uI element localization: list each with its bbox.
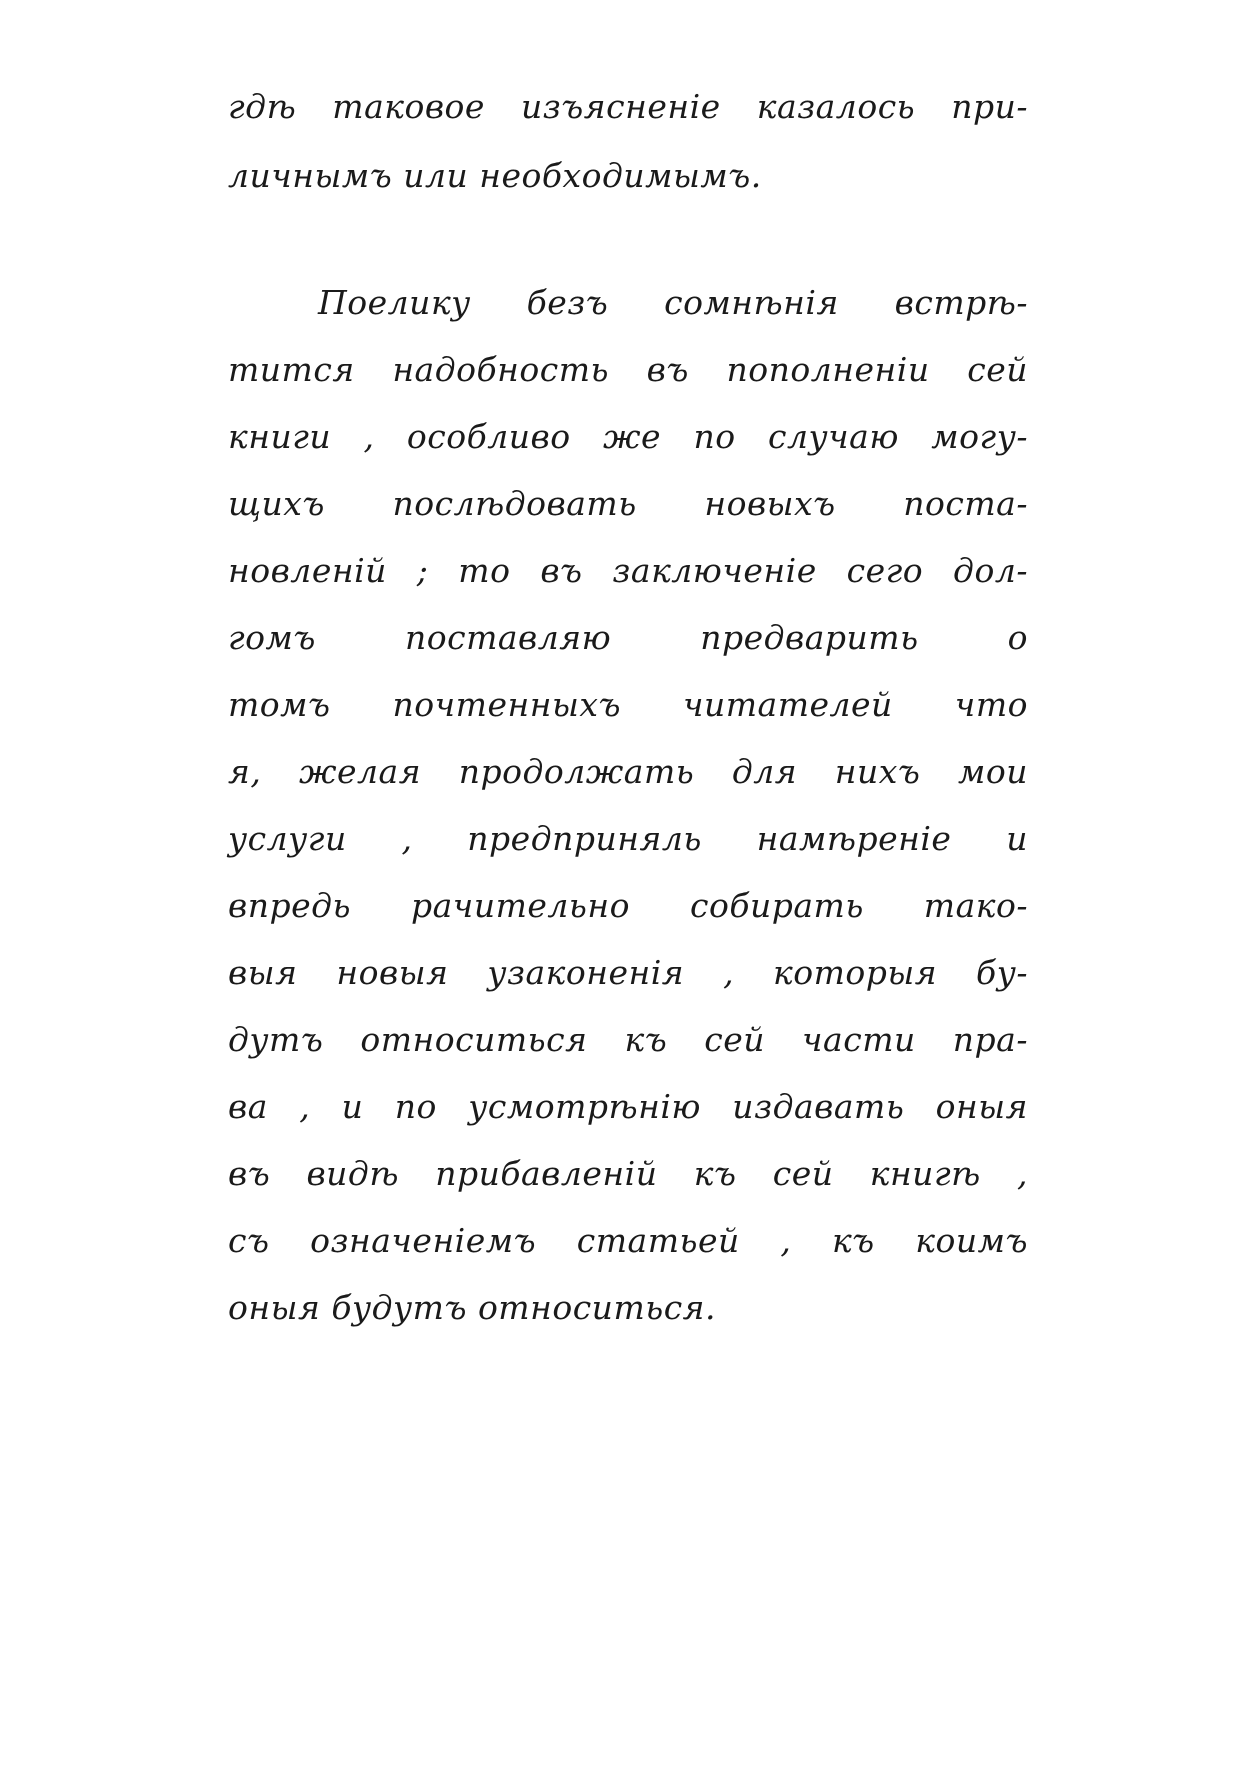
text-line: я, желая продолжать для нихъ мои <box>228 752 1028 791</box>
text-line: ва , и по усмотрѣнію издавать оныя <box>228 1087 1028 1126</box>
text-line: услуги , предприняль намѣреніе и <box>228 819 1028 858</box>
text-line: тится надобность въ пополненіи сей <box>228 350 1028 389</box>
text-line: личнымъ или необходимымъ. <box>228 156 762 195</box>
text-line: въ видѣ прибавленій къ сей книгѣ , <box>228 1154 1028 1193</box>
text-line: впредь рачительно собирать тако- <box>228 886 1028 925</box>
text-line: дутъ относиться къ сей части пра- <box>228 1020 1028 1059</box>
text-line: гомъ поставляю предварить о <box>228 618 1028 657</box>
text-line: щихъ послѣдовать новыхъ поста- <box>228 484 1028 523</box>
text-line: съ означеніемъ статьей , къ коимъ <box>228 1221 1028 1260</box>
text-line: томъ почтенныхъ читателей что <box>228 685 1028 724</box>
text-line: книги , особливо же по случаю могу- <box>228 417 1028 456</box>
text-line: оныя будутъ относиться. <box>228 1288 717 1327</box>
text-line: выя новыя узаконенія , которыя бу- <box>228 953 1028 992</box>
paragraph-first-line: Поелику безъ сомнѣнія встрѣ- <box>318 283 1028 322</box>
text-line: гдѣ таковое изъясненіе казалось при- <box>228 87 1028 126</box>
text-line: новленій ; то въ заключеніе сего дол- <box>228 551 1028 590</box>
